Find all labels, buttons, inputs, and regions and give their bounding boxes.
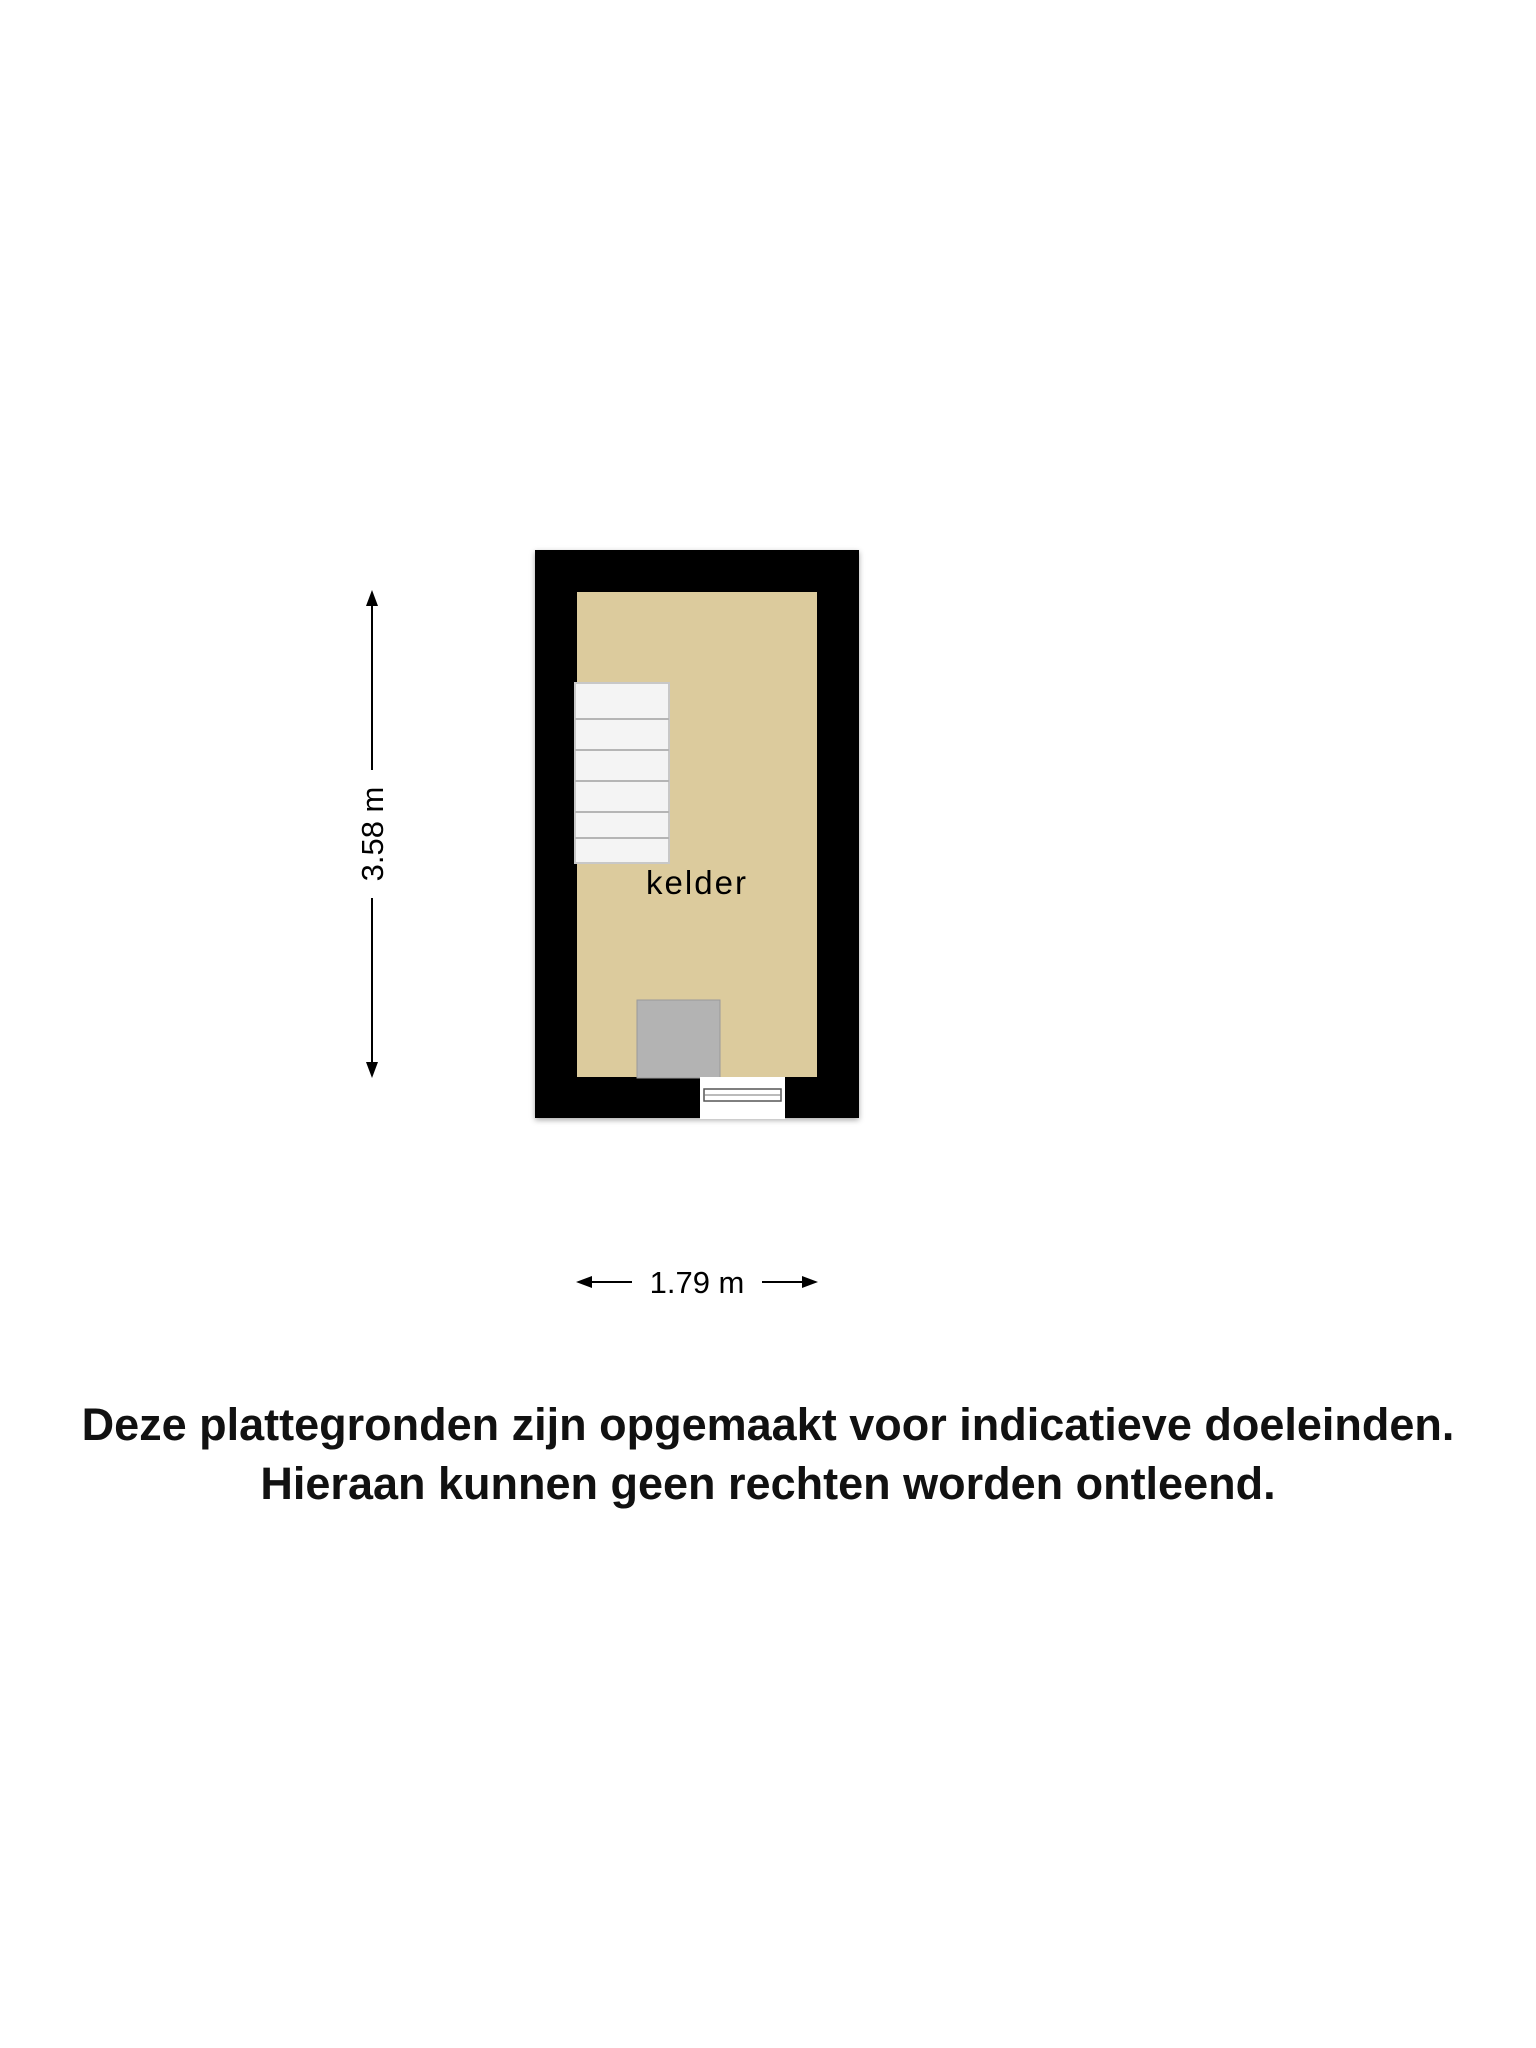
width-dimension-label: 1.79 m (649, 1265, 745, 1300)
staircase (575, 683, 669, 863)
fixture (637, 1000, 720, 1078)
width-dimension (576, 1265, 818, 1300)
disclaimer-line-1: Deze plattegronden zijn opgemaakt voor indicatieve doeleinden. (81, 1399, 1455, 1450)
disclaimer-line-2: Hieraan kunnen geen rechten worden ontleend. (260, 1458, 1276, 1509)
height-dimension-label: 3.58 m (355, 786, 390, 882)
room-label: kelder (646, 864, 748, 901)
height-dimension (355, 590, 390, 1078)
bottom-opening (700, 1077, 785, 1119)
